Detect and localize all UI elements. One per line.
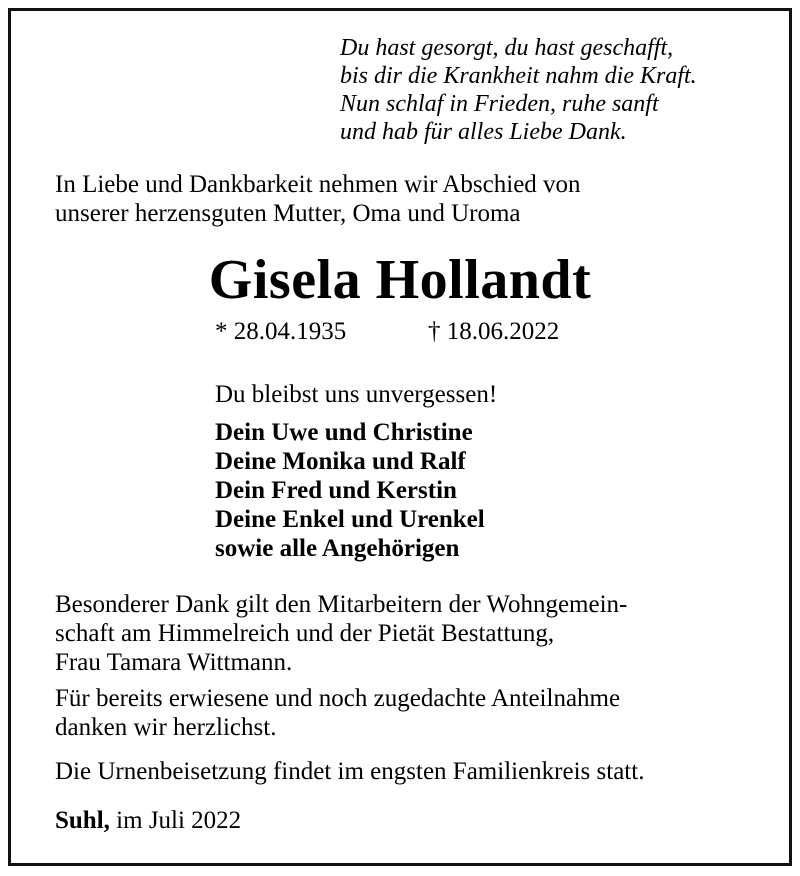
thanks-line: schaft am Himmelreich und der Pietät Bestattung, bbox=[55, 620, 555, 647]
family-line: Dein Fred und Kerstin bbox=[215, 477, 457, 504]
condolence-line: danken wir herzlichst. bbox=[55, 714, 277, 741]
signoff bbox=[55, 806, 241, 835]
intro-line: unserer herzensguten Mutter, Oma und Uroma bbox=[55, 200, 521, 227]
birth-date: * 28.04.1935 bbox=[215, 318, 347, 345]
signoff-place: Suhl, bbox=[55, 807, 110, 834]
death-date: † 18.06.2022 bbox=[428, 318, 560, 345]
family-line: Deine Monika und Ralf bbox=[215, 448, 466, 475]
signoff-date: im Juli 2022 bbox=[116, 807, 242, 834]
condolence-line: Für bereits erwiesene und noch zugedachte Anteilnahme bbox=[55, 685, 621, 712]
burial-line: Die Urnenbeisetzung findet im engsten Familienkreis statt. bbox=[55, 758, 645, 785]
family-line: Deine Enkel und Urenkel bbox=[215, 506, 485, 533]
remembrance-line: Du bleibst uns unvergessen! bbox=[215, 381, 498, 408]
deceased-name: Gisela Hollandt bbox=[208, 249, 592, 311]
poem-line: und hab für alles Liebe Dank. bbox=[340, 119, 627, 145]
family-line: Dein Uwe und Christine bbox=[215, 419, 473, 446]
poem-line: Nun schlaf in Frieden, ruhe sanft bbox=[340, 91, 659, 117]
thanks-line: Frau Tamara Wittmann. bbox=[55, 649, 293, 676]
poem-line: bis dir die Krankheit nahm die Kraft. bbox=[340, 63, 697, 89]
family-line: sowie alle Angehörigen bbox=[215, 535, 460, 562]
thanks-line: Besonderer Dank gilt den Mitarbeitern der Wohngemein- bbox=[55, 591, 628, 618]
poem-line: Du hast gesorgt, du hast geschafft, bbox=[340, 35, 674, 61]
intro-line: In Liebe und Dankbarkeit nehmen wir Abschied von bbox=[55, 171, 581, 198]
